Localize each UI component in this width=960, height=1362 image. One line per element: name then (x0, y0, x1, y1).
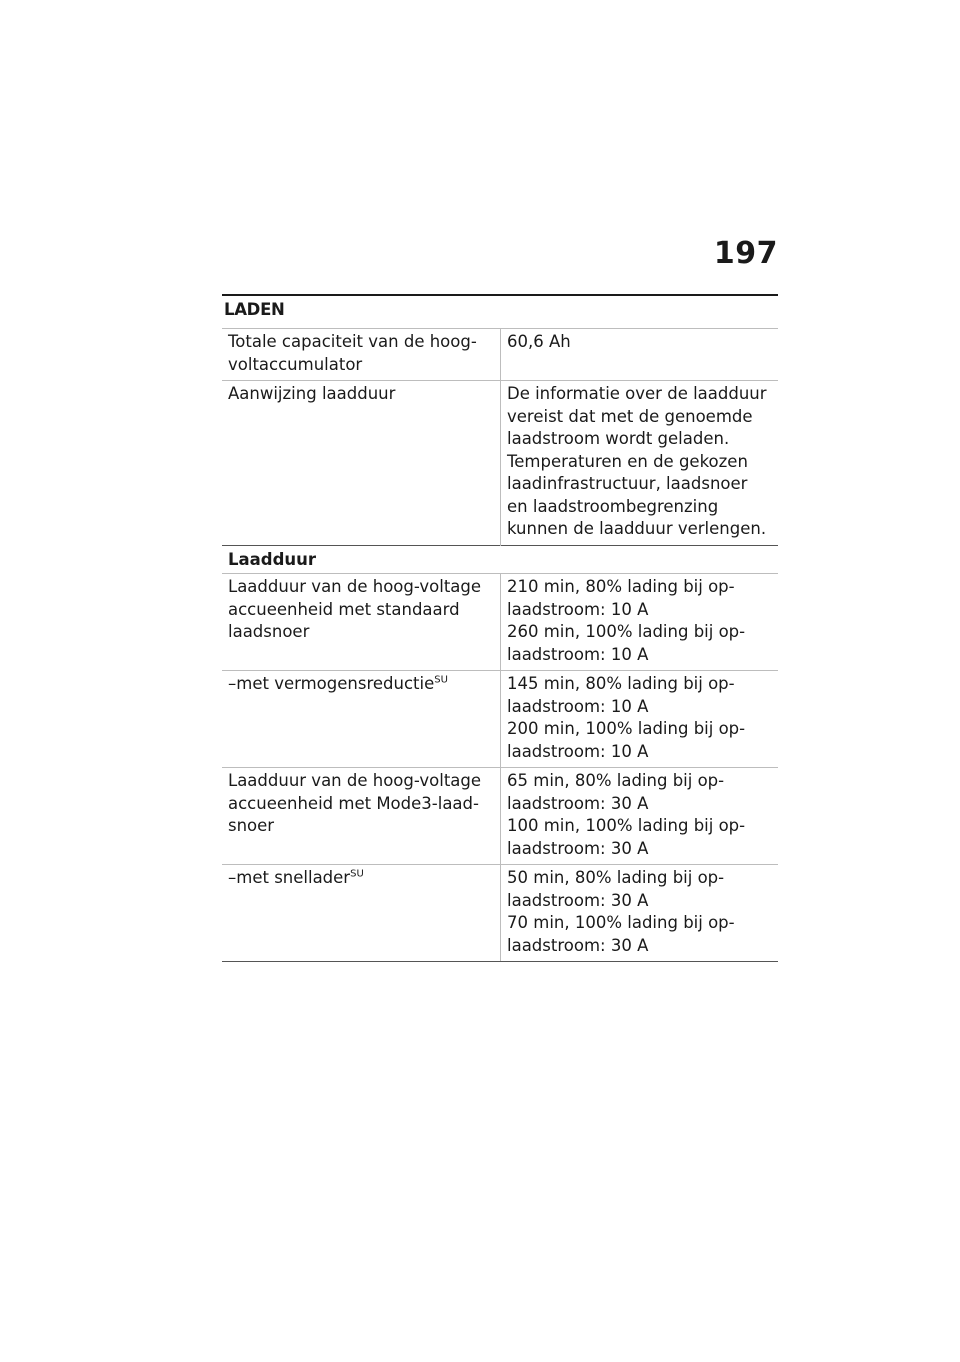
footnote-marker: SU (434, 674, 448, 686)
spec-label (222, 574, 501, 671)
spec-value (501, 574, 779, 671)
spec-label-text: –met vermogensreductie (228, 674, 435, 693)
spec-label (222, 671, 501, 768)
section-title: LADEN (224, 300, 285, 319)
table-row (222, 768, 778, 865)
duration-100: 260 min, 100% lading bij op-laadstroom: 10 A (507, 622, 746, 664)
duration-80: 210 min, 80% lading bij op-laadstroom: 10 A (507, 577, 735, 619)
duration-80: 50 min, 80% lading bij op-laadstroom: 30 A (507, 868, 725, 910)
spec-value (501, 671, 779, 768)
table-row (222, 381, 778, 546)
charging-section (222, 294, 778, 962)
table-row (222, 574, 778, 671)
footnote-marker: SU (350, 868, 364, 880)
duration-100: 100 min, 100% lading bij op-laadstroom: 30 A (507, 816, 746, 858)
spec-label-text: Laadduur van de hoog-voltage accueenheid met standaard laadsnoer (228, 577, 482, 641)
table-row (222, 865, 778, 962)
charging-spec-table (222, 328, 778, 962)
spec-label (222, 768, 501, 865)
spec-value: De informatie over de laadduur vereist dat met de genoemde laadstroom wordt geladen. Temperaturen en de gekozen laadinfrastructuur, laadsnoer en laadstroombegrenzing kunnen de laadduur verlengen. (501, 381, 779, 546)
duration-80: 145 min, 80% lading bij op-laadstroom: 10 A (507, 674, 735, 716)
spec-value: 60,6 Ah (501, 329, 779, 381)
spec-label-text: Laadduur van de hoog-voltage accueenheid met Mode3-laad-snoer (228, 771, 482, 835)
spec-value (501, 865, 779, 962)
table-row (222, 329, 778, 381)
spec-label-text: –met snellader (228, 868, 351, 887)
duration-80: 65 min, 80% lading bij op-laadstroom: 30 A (507, 771, 725, 813)
duration-100: 70 min, 100% lading bij op-laadstroom: 30 A (507, 913, 735, 955)
spec-value (501, 768, 779, 865)
spec-label (222, 865, 501, 962)
table-row (222, 671, 778, 768)
spec-label: Totale capaciteit van de hoog-voltaccumulator (222, 329, 501, 381)
subsection-row (222, 545, 778, 574)
duration-100: 200 min, 100% lading bij op-laadstroom: 10 A (507, 719, 746, 761)
subsection-title: Laadduur (222, 545, 778, 574)
spec-label: Aanwijzing laadduur (222, 381, 501, 546)
page-number: 197 (713, 236, 778, 271)
